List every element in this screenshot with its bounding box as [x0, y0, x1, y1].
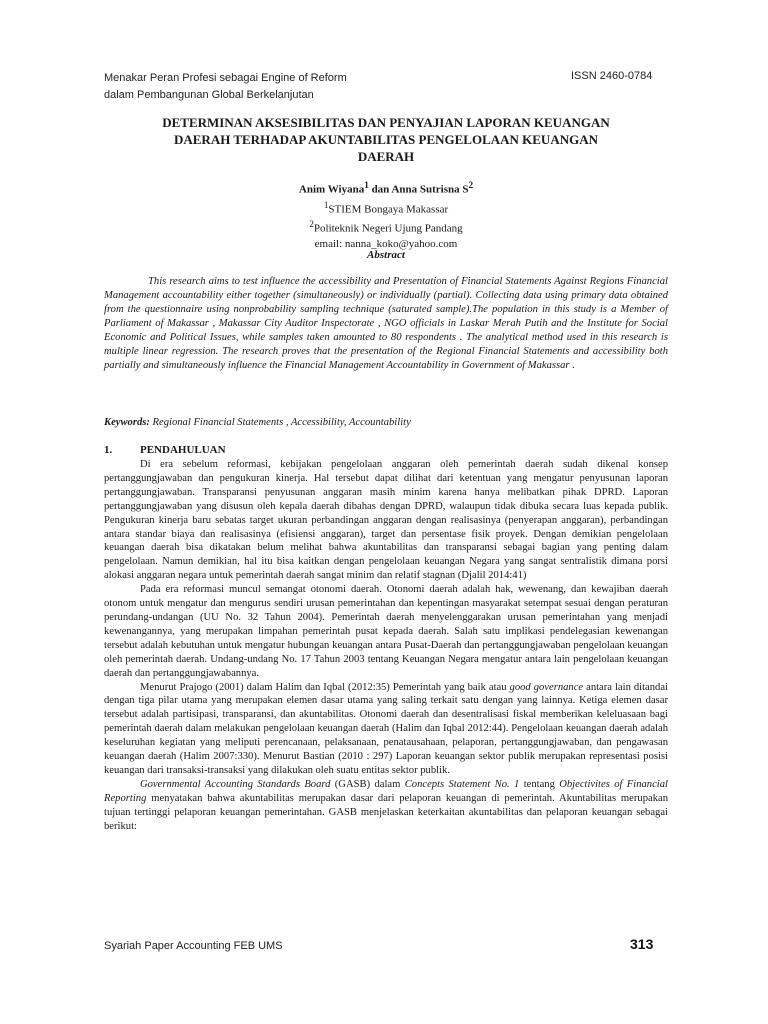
abstract-text: This research aims to test influence the accessibility and Presentation of Financial Statements Against Regions Financial Management accountability either together (simultaneously) or individually (partial). Collecting data using primary data obtained from the questionnaire using nonprobability sampling technique (saturated sample).The population in this study is a Member of Parliament of Makassar , Makassar City Auditor Inspectorate , NGO officials in Laskar Merah Putih and the Institute for Social Economic and Political Issues, while samples taken amounted to 80 respondents . The analytical method used in this research is multiple linear regression. The research proves that the presentation of the Regional Financial Statements and accessibility both partially and simultaneously influence the Financial Management Accountability in Government of Makassar . [104, 276, 668, 371]
author-2: dan Anna Sutrisna S [368, 183, 469, 196]
title-line-1: DETERMINAN AKSESIBILITAS DAN PENYAJIAN LAPORAN KEUANGAN [162, 115, 610, 130]
affiliation-2: $^2$Politeknik Negeri Ujung Pandang [309, 219, 463, 235]
author-2-sup: 2 [468, 180, 474, 190]
author-email: email: nanna_koko@yahoo.com [314, 237, 458, 250]
affiliation-1: $^1$STIEM Bongaya Makassar [323, 199, 449, 216]
title-line-2: DAERAH TERHADAP AKUNTABILITAS PENGELOLAAN KEUANGAN [173, 132, 598, 147]
issn: ISSN 2460-0784 [571, 70, 653, 82]
header-line-2: dalam Pembangunan Global Berkelanjutan [104, 89, 314, 101]
keywords-text: Regional Financial Statements , Accessibility, Accountability [149, 417, 411, 428]
title-line-3: DAERAH [357, 149, 415, 164]
author-block [104, 178, 668, 252]
abstract-heading: Abstract [367, 249, 405, 261]
section-title: PENDAHULUAN [140, 444, 226, 456]
paragraph-4: Governmental Accounting Standards Board (GASB) dalam Concepts Statement No. 1 tentang Objectivites of Financial Reporting menyatakan bahwa akuntabilitas merupakan dasar dari pelaporan keuangan di pemerintah. Akuntabilitas merupakan tujuan tertinggi pelaporan keuangan pemerintahan. GASB menjelaskan keterkaitan akuntabilitas dan pelaporan keuangan sebagai berikut: [104, 778, 668, 832]
section-number: 1. [104, 444, 113, 456]
page-number: 313 [630, 936, 654, 952]
paragraph-1: Di era sebelum reformasi, kebijakan pengelolaan anggaran oleh pemerintah daerah sudah dikenal konsep pertanggungjawaban dan pengukuran kinerja. Hal tersebut dapat dilihat dari ketentuan yang mengatur penyusunan laporan pertanggungjawaban. Transparansi penyusunan anggaran masih minim karena hanya melibatkan pihak DPRD. Laporan pertanggungjawaban yang disusun oleh kepala daerah dibahas dengan DPRD, walaupun tidak dibuka secara luas kepada publik. Pengukuran kinerja baru sebatas target ukuran perbandingan anggaran dengan realisasinya (penyerapan anggaran), perbandingan antara standar biaya dan realisasinya (efisiensi anggaran), target dan persentase fisik proyek. Dengan demikian pengelolaan keuangan daerah bisa dikatakan belum melihat bahwa akuntabilitas dan transparansi sebagai bagian yang penting dalam pengelolaan. Namun demikian, hal itu bisa kaitkan dengan pengelolaan keuangan Negara yang sangat sentralistik dimana porsi alokasi anggaran negara untuk pemerintah daerah sangat minim dan relatif stagnan (Djalil 2014:41) [104, 459, 668, 582]
keywords-label: Keywords: [104, 417, 150, 428]
header-line-1: Menakar Peran Profesi sebagai Engine of Reform [104, 72, 347, 84]
running-header [104, 70, 504, 104]
author-1: Anim Wiyana [298, 183, 365, 196]
section-heading [104, 444, 668, 456]
keywords [104, 417, 668, 428]
paper-title [104, 114, 668, 165]
author-1-sup: 1 [364, 180, 369, 190]
author-names [104, 178, 668, 198]
body-text [104, 458, 668, 833]
paragraph-3: Menurut Prajogo (2001) dalam Halim dan Iqbal (2012:35) Pemerintah yang baik atau good governance antara lain ditandai dengan tiga pilar utama yang merupakan elemen dasar utama yang saling terkait satu dengan yang lainnya. Ketiga elemen dasar tersebut adalah partisipasi, transparansi, dan akuntabilitas. Otonomi daerah dan desentralisasi fiskal memberikan keleluasaan bagi pemerintah daerah dalam melakukan pengelolaan keuangan daerah (Halim dan Iqbal 2012:44). Pengelolaan keuangan daerah adalah keseluruhan kegiatan yang meliputi perencanaan, pelaksanaan, penatausahaan, pelaporan, pertanggungjawaban, dan pengawasan keuangan daerah (Halim 2007:330). Menurut Bastian (2010 : 297) Laporan keuangan sektor publik merupakan representasi posisi keuangan dari transaksi-transaksi yang dilakukan oleh suatu entitas sektor publik. [104, 681, 668, 776]
paragraph-2: Pada era reformasi muncul semangat otonomi daerah. Otonomi daerah adalah hak, wewenang, dan kewajiban daerah otonom untuk mengatur dan mengurus sendiri urusan pemerintahan dan kepentingan masyarakat setempat sesuai dengan peraturan perundang-undangan (UU No. 32 Tahun 2004). Pemerintah daerah menyelenggarakan urusan pemerintahan yang menjadi kewenangannya, yang merupakan limpahan pemerintah pusat kepada daerah. Salah satu implikasi pendelegasian kewenangan tersebut adalah kebutuhan untuk mengatur hubungan keuangan antara Pusat-Daerah dan pertanggungjawaban pengelolaan keuangan oleh pemerintah daerah. Undang-undang No. 17 Tahun 2003 tentang Keuangan Negara mengatur antara lain pengelolaan keuangan daerah dan pertanggungjawabannya. [104, 584, 668, 679]
footer-journal: Syariah Paper Accounting FEB UMS [104, 940, 283, 952]
